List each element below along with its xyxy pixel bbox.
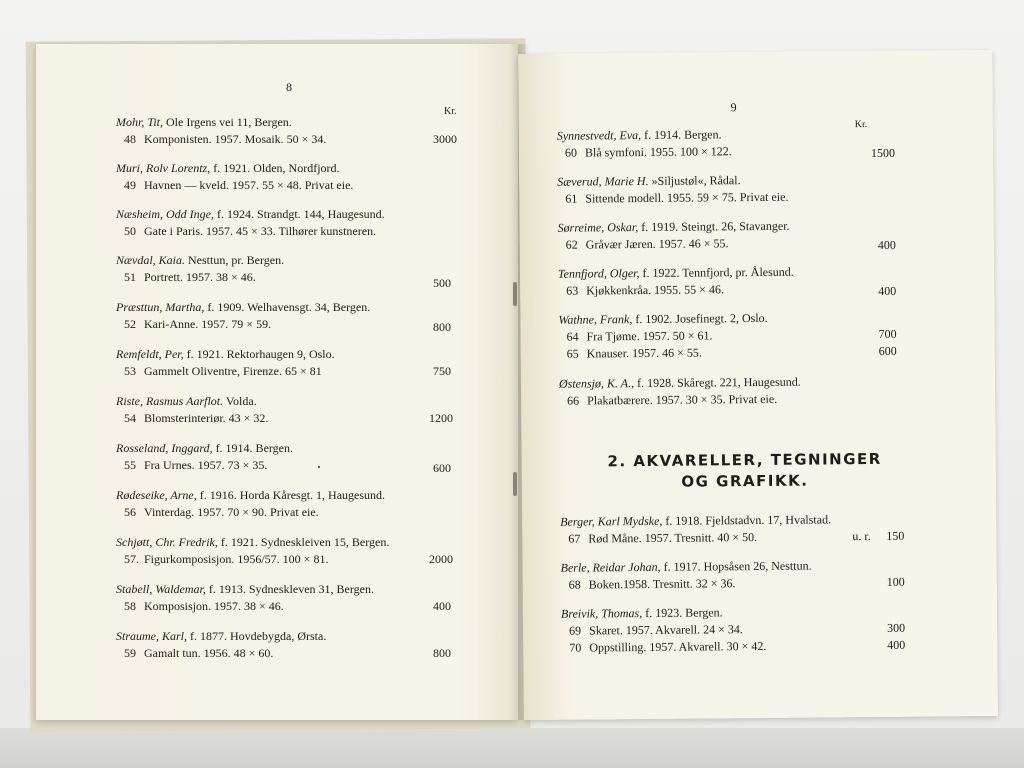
- catalogue-entry: [558, 310, 897, 363]
- artist-name: Straume, Karl,: [116, 629, 188, 643]
- staple: [513, 472, 517, 496]
- work-number: 62: [565, 237, 578, 252]
- work-line: [558, 235, 896, 254]
- work-number: 51: [124, 270, 136, 284]
- kr-header-right: Kr.: [854, 119, 868, 131]
- work-price: 400: [433, 599, 451, 613]
- work-number: 64: [566, 329, 579, 344]
- catalogue-entry: [560, 558, 905, 594]
- work-description: Skaret. 1957. Akvarell. 24 × 34.: [589, 622, 743, 638]
- right-page: [518, 50, 998, 720]
- catalogue-entry: [560, 604, 906, 657]
- work-line: [559, 326, 897, 346]
- artist-details: f. 1921. Sydneskleiven 15, Bergen.: [217, 535, 390, 549]
- work-line: [561, 574, 905, 594]
- work-line: [558, 281, 897, 300]
- work-description: Boken.1958. Tresnitt. 32 × 36.: [588, 576, 736, 592]
- work-number: 65: [566, 346, 579, 361]
- work-price: 300: [887, 620, 906, 635]
- work-line: [116, 316, 451, 334]
- work-description: Gamalt tun. 1956. 48 × 60.: [144, 646, 274, 660]
- work-description: Fra Tjøme. 1957. 50 × 61.: [586, 328, 713, 344]
- work-line: [116, 131, 457, 148]
- work-price: 1500: [870, 145, 896, 161]
- work-price: 500: [433, 276, 451, 290]
- artist-line: [116, 534, 389, 551]
- artist-details: f. 1877. Hovdebygda, Ørsta.: [187, 629, 327, 643]
- work-description: Kjøkkenkråa. 1955. 55 × 46.: [586, 282, 724, 298]
- artist-name: Rosseland, Inggard,: [116, 441, 213, 455]
- work-price: 400: [887, 637, 906, 652]
- artist-line: [558, 264, 794, 283]
- work-number: 69: [569, 623, 582, 638]
- work-description: Gammelt Oliventre, Firenze. 65 × 81: [144, 364, 322, 378]
- work-description: Oppstilling. 1957. Akvarell. 30 × 42.: [589, 638, 767, 655]
- section-heading-line: OG GRAFIKK.: [681, 471, 809, 491]
- artist-name: Præsttun, Martha,: [116, 300, 205, 314]
- artist-line: [116, 393, 268, 410]
- work-line: [116, 223, 385, 240]
- catalogue-entry: [116, 252, 451, 290]
- artist-line: [116, 160, 353, 177]
- artist-name: Synnestvedt, Eva,: [556, 128, 642, 143]
- catalogue-entry: [557, 264, 897, 300]
- artist-line: [116, 346, 335, 363]
- work-description: Komponisten. 1957. Mosaik. 50 × 34.: [144, 132, 327, 146]
- work-price: 400: [878, 283, 897, 298]
- artist-details: f. 1921. Olden, Nordfjord.: [210, 161, 340, 175]
- artist-line: [557, 126, 732, 145]
- work-line: [559, 391, 801, 410]
- artist-line: [559, 374, 801, 393]
- catalogue-entry: [116, 393, 453, 427]
- artist-details: f. 1916. Horda Kåresgt. 1, Haugesund.: [196, 488, 386, 502]
- catalogue-entry: [559, 374, 801, 410]
- work-number: 53: [124, 364, 136, 378]
- artist-name: Nævdal, Kaia.: [116, 253, 186, 267]
- artist-details: f. 1914. Bergen.: [212, 441, 293, 455]
- work-line: [561, 620, 906, 640]
- work-description: Gråvær Jæren. 1957. 46 × 55.: [585, 236, 729, 252]
- artist-line: [116, 487, 385, 504]
- artist-name: Rødeseike, Arne,: [116, 488, 197, 502]
- artist-details: f. 1913. Sydneskleven 31, Bergen.: [205, 582, 374, 596]
- work-price: 400: [877, 237, 896, 252]
- artist-line: [561, 604, 766, 623]
- work-description: Plakatbærere. 1957. 30 × 35. Privat eie.: [587, 391, 778, 408]
- artist-line: [561, 558, 812, 577]
- artist-name: Remfeldt, Per,: [116, 347, 184, 361]
- work-description: Rød Måne. 1957. Tresnitt. 40 × 50.: [588, 530, 758, 546]
- work-number: 67: [568, 531, 581, 546]
- work-number: 59: [124, 646, 136, 660]
- artist-details: f. 1909. Welhavensgt. 34, Bergen.: [204, 300, 371, 314]
- work-price: 100: [886, 574, 905, 589]
- work-price: 700: [878, 326, 897, 341]
- artist-details: f. 1918. Fjeldstadvn. 17, Hvalstad.: [662, 512, 832, 528]
- work-description: Blå symfoni. 1955. 100 × 122.: [584, 144, 732, 160]
- work-line: [116, 598, 451, 615]
- work-number: 57.: [124, 552, 139, 566]
- work-number: 58: [124, 599, 136, 613]
- artist-name: Breivik, Thomas,: [560, 606, 643, 621]
- catalogue-entry: [557, 218, 896, 254]
- work-description: Gate i Paris. 1957. 45 × 33. Tilhører kunstneren.: [144, 224, 377, 238]
- artist-name: Schjøtt, Chr. Fredrik,: [116, 535, 218, 549]
- work-number: 70: [569, 640, 582, 655]
- ink-speck: [318, 466, 320, 468]
- work-line: [557, 143, 896, 162]
- work-description: Portrett. 1957. 38 × 46.: [144, 270, 256, 284]
- artist-line: [116, 252, 284, 269]
- artist-name: Sæverud, Marie H.: [557, 173, 649, 189]
- artist-name: Næsheim, Odd Inge,: [116, 207, 214, 221]
- work-number: 54: [124, 411, 136, 425]
- catalogue-entry: [116, 206, 385, 240]
- artist-details: f. 1923. Bergen.: [642, 605, 723, 621]
- work-description: Havnen — kveld. 1957. 55 × 48. Privat eie.: [144, 178, 354, 192]
- section-heading: [600, 449, 890, 494]
- work-description: Sittende modell. 1955. 59 × 75. Privat eie.: [585, 189, 789, 206]
- artist-name: Berle, Reidar Johan,: [560, 559, 661, 575]
- catalogue-entry: [556, 126, 896, 162]
- catalogue-entry: [116, 160, 353, 194]
- page-number-left: 8: [286, 80, 292, 94]
- artist-details: Ole Irgens vei 11, Bergen.: [163, 115, 292, 129]
- work-number: 55: [124, 458, 136, 472]
- work-price: 600: [433, 461, 451, 475]
- artist-details: Nesttun, pr. Bergen.: [185, 253, 285, 267]
- artist-details: f. 1922. Tennfjord, pr. Ålesund.: [639, 264, 794, 281]
- work-line: [116, 363, 451, 380]
- work-number: 61: [565, 191, 578, 206]
- artist-name: Berger, Karl Mydske,: [560, 513, 663, 529]
- artist-name: Tennfjord, Olger,: [557, 266, 640, 281]
- artist-details: f. 1914. Bergen.: [641, 127, 722, 143]
- work-description: Fra Urnes. 1957. 73 × 35.: [144, 458, 268, 472]
- work-line: [557, 189, 788, 208]
- catalogue-entry: [116, 299, 451, 334]
- artist-details: f. 1917. Hopsåsen 26, Nesttun.: [660, 558, 812, 574]
- artist-name: Muri, Rolv Lorentz,: [116, 161, 211, 175]
- work-line: [116, 504, 385, 521]
- catalogue-entry: [116, 628, 451, 662]
- work-description: Komposisjon. 1957. 38 × 46.: [144, 599, 284, 613]
- artist-line: [558, 310, 767, 329]
- artist-details: f. 1902. Josefinegt. 2, Oslo.: [632, 310, 768, 327]
- work-line: [116, 410, 453, 427]
- work-description: Knauser. 1957. 46 × 55.: [586, 345, 702, 361]
- artist-line: [116, 440, 293, 457]
- work-price: 1200: [429, 411, 453, 425]
- staple: [513, 282, 517, 306]
- artist-details: f. 1919. Steingt. 26, Stavanger.: [638, 218, 790, 235]
- work-line: [116, 269, 451, 290]
- artist-line: [116, 628, 326, 645]
- work-number: 66: [567, 393, 580, 408]
- work-line: [116, 177, 353, 194]
- work-price: 3000: [433, 132, 457, 146]
- work-price: 800: [433, 646, 451, 660]
- artist-line: [558, 218, 790, 237]
- work-number: 50: [124, 224, 136, 238]
- artist-line: [557, 172, 788, 191]
- page-number-right: 9: [730, 100, 737, 115]
- work-description: Blomsterinteriør. 43 × 32.: [144, 411, 269, 425]
- work-note: u. r.: [852, 529, 871, 544]
- artist-details: Volda.: [223, 394, 257, 408]
- work-description: Kari-Anne. 1957. 79 × 59.: [144, 317, 272, 331]
- left-page: [36, 44, 518, 720]
- work-number: 68: [568, 577, 581, 592]
- catalogue-entry: [116, 114, 457, 148]
- artist-line: [116, 114, 326, 131]
- artist-name: Riste, Rasmus Aarflot.: [116, 394, 224, 408]
- work-price: 800: [433, 320, 451, 334]
- artist-name: Wathne, Frank,: [558, 312, 633, 327]
- work-line: [116, 645, 451, 662]
- work-line: [560, 528, 905, 547]
- work-number: 60: [564, 145, 578, 160]
- work-number: 52: [124, 317, 136, 331]
- artist-line: [116, 299, 370, 316]
- catalogue-entry: [116, 346, 451, 380]
- catalogue-entry: [116, 440, 451, 475]
- artist-name: Østensjø, K. A.,: [558, 376, 635, 391]
- work-line: [559, 343, 897, 363]
- artist-details: f. 1928. Skåregt. 221, Haugesund.: [634, 374, 801, 391]
- work-line: [116, 551, 453, 568]
- artist-line: [116, 581, 374, 598]
- work-number: 56: [124, 505, 136, 519]
- artist-details: »Siljustøl«, Rådal.: [648, 173, 741, 188]
- artist-details: f. 1924. Strandgt. 144, Haugesund.: [214, 207, 385, 221]
- work-line: [561, 637, 906, 657]
- work-number: 48: [124, 132, 136, 146]
- catalogue-entry: [557, 172, 788, 208]
- work-price: 750: [433, 364, 451, 378]
- work-description: Vinterdag. 1957. 70 × 90. Privat eie.: [144, 505, 319, 519]
- artist-line: [116, 206, 385, 223]
- work-price: 150: [886, 528, 905, 543]
- table-edge: [0, 728, 1024, 768]
- kr-header-left: Kr.: [444, 106, 457, 117]
- artist-details: f. 1921. Rektorhaugen 9, Oslo.: [183, 347, 335, 361]
- artist-name: Sørreime, Oskar,: [557, 220, 639, 235]
- catalogue-entry: [116, 487, 385, 521]
- artist-name: Mohr, Tit,: [116, 115, 164, 129]
- work-description: Figurkomposisjon. 1956/57. 100 × 81.: [144, 552, 329, 566]
- section-heading-line: 2. AKVARELLER, TEGNINGER: [607, 449, 882, 471]
- work-line: [116, 457, 451, 475]
- work-number: 49: [124, 178, 136, 192]
- work-number: 63: [566, 283, 579, 298]
- catalogue-entry: [116, 581, 451, 615]
- work-price: 600: [878, 343, 897, 358]
- catalogue-entry: [560, 511, 905, 547]
- artist-name: Stabell, Waldemar,: [116, 582, 206, 596]
- work-price: 2000: [429, 552, 453, 566]
- catalogue-entry: [116, 534, 453, 568]
